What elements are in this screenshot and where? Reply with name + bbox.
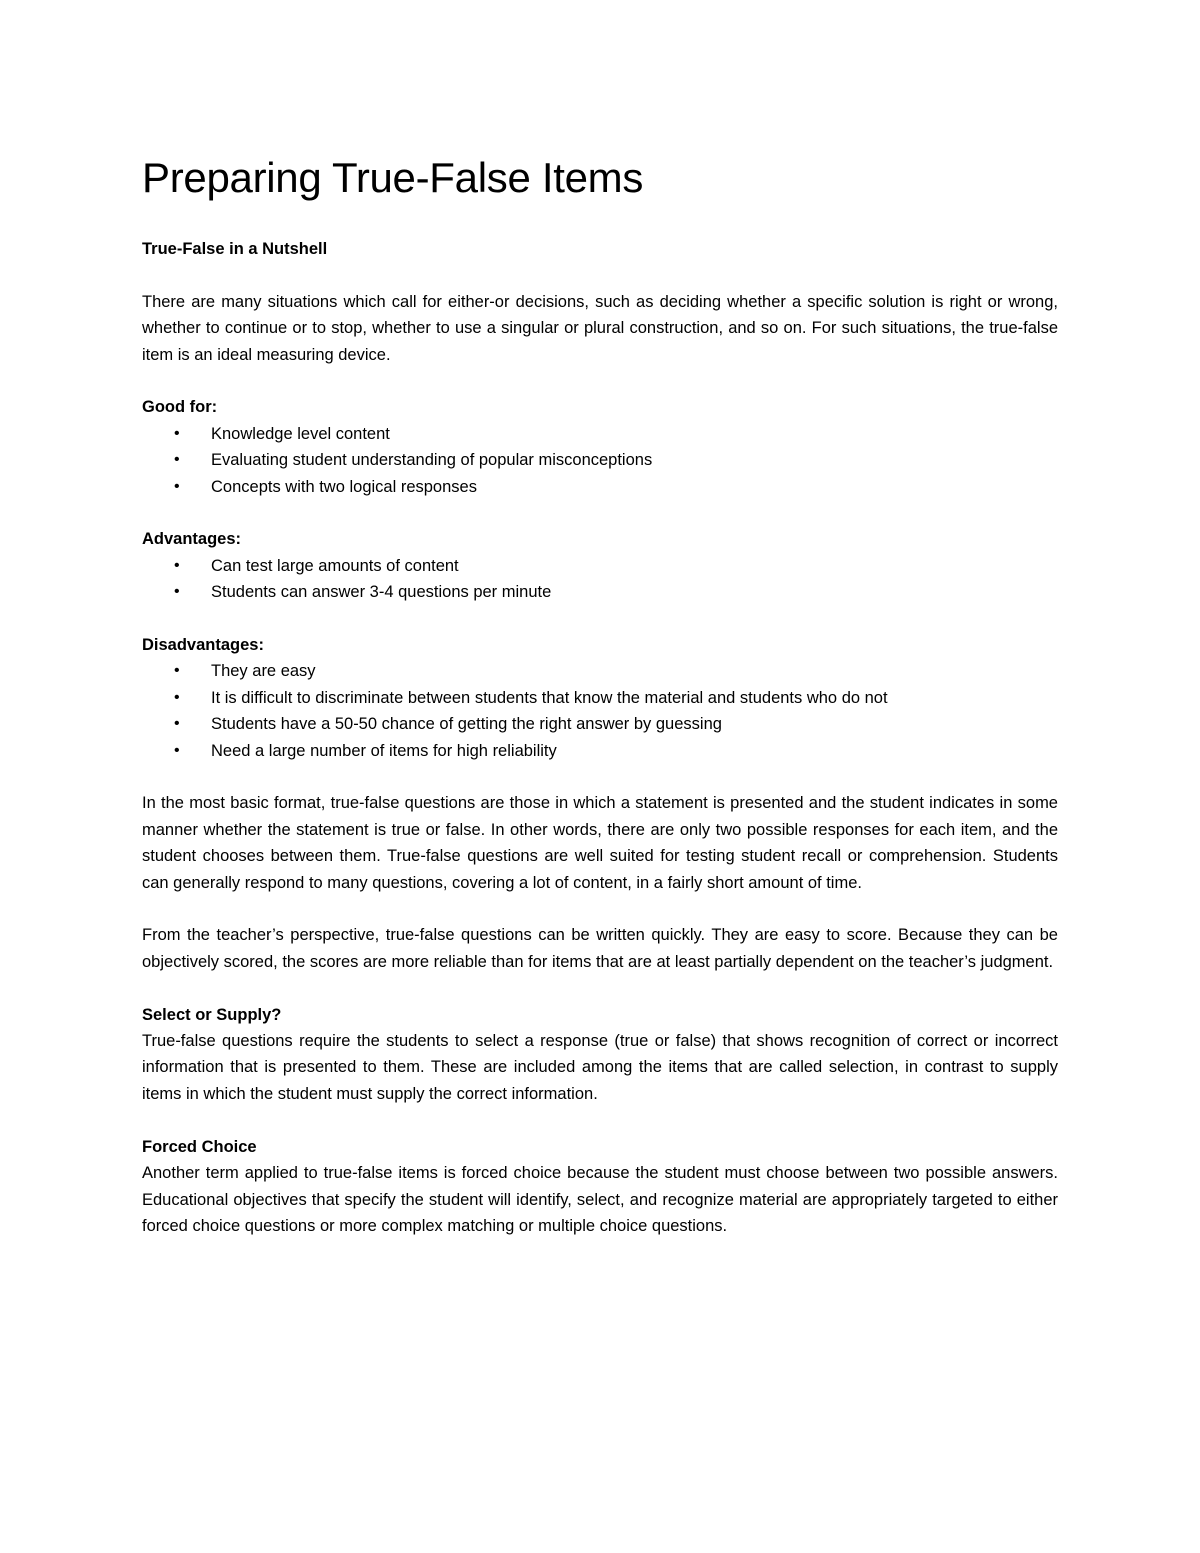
- list-item: • Need a large number of items for high reliability: [142, 738, 1058, 764]
- list-item: • They are easy: [142, 658, 1058, 684]
- advantages-list: [142, 553, 1058, 606]
- list-item: • It is difficult to discriminate between students that know the material and students who do not: [142, 685, 1058, 711]
- bullet-icon: •: [174, 688, 180, 706]
- bullet-icon: •: [174, 583, 180, 601]
- bullet-icon: •: [174, 715, 180, 733]
- bullet-icon: •: [174, 662, 180, 680]
- good-for-list: [142, 421, 1058, 500]
- bullet-icon: •: [174, 451, 180, 469]
- bullet-icon: •: [174, 741, 180, 759]
- page-title: Preparing True-False Items: [142, 154, 644, 201]
- list-item: • Students can answer 3-4 questions per minute: [142, 579, 1058, 605]
- list-item: • Can test large amounts of content: [142, 553, 1058, 579]
- document-page: [142, 150, 1058, 1239]
- bullet-icon: •: [174, 424, 180, 442]
- bullet-icon: •: [174, 556, 180, 574]
- advantages-heading: Advantages:: [142, 530, 242, 549]
- nutshell-paragraph: There are many situations which call for either-or decisions, such as deciding whether a specific solution is right or wrong, whether to continue or to stop, whether to use a singular or plural construction, and so on. For such situations, the true-false item is an ideal measuring device.: [142, 292, 1058, 364]
- select-supply-paragraph: True-false questions require the students to select a response (true or false) that shows recognition of correct or incorrect information that is presented to them. These are included among the items that are called selection, in contrast to supply items in which the student must supply the correct information.: [142, 1032, 1058, 1103]
- list-item: • Knowledge level content: [142, 421, 1058, 447]
- select-supply-heading: Select or Supply?: [142, 1005, 282, 1024]
- list-item: • Evaluating student understanding of popular misconceptions: [142, 447, 1058, 473]
- format-paragraph: In the most basic format, true-false questions are those in which a statement is presented and the student indicates in some manner whether the statement is true or false. In other words, there are only two possible responses for each item, and the student chooses between them. True-false questions are well suited for testing student recall or comprehension. Students can generally respond to many questions, covering a lot of content, in a fairly short amount of time.: [142, 794, 1058, 892]
- disadvantages-heading: Disadvantages:: [142, 636, 264, 655]
- forced-choice-paragraph: Another term applied to true-false items is forced choice because the student must choose between two possible answers. Educational objectives that specify the student will identify, select, and recognize material are appropriately targeted to either forced choice questions or more complex matching or multiple choice questions.: [142, 1164, 1058, 1235]
- nutshell-heading: True-False in a Nutshell: [142, 240, 328, 258]
- forced-choice-heading: Forced Choice: [142, 1137, 257, 1156]
- teacher-paragraph: From the teacher’s perspective, true-false questions can be written quickly. They are easy to score. Because they can be objectively scored, the scores are more reliable than for items that are at least partially dependent on the teacher’s judgment.: [142, 926, 1058, 971]
- good-for-heading: Good for:: [142, 398, 218, 417]
- list-item: • Students have a 50-50 chance of getting the right answer by guessing: [142, 711, 1058, 737]
- bullet-icon: •: [174, 477, 180, 495]
- list-item: • Concepts with two logical responses: [142, 474, 1058, 500]
- disadvantages-list: [142, 658, 1058, 764]
